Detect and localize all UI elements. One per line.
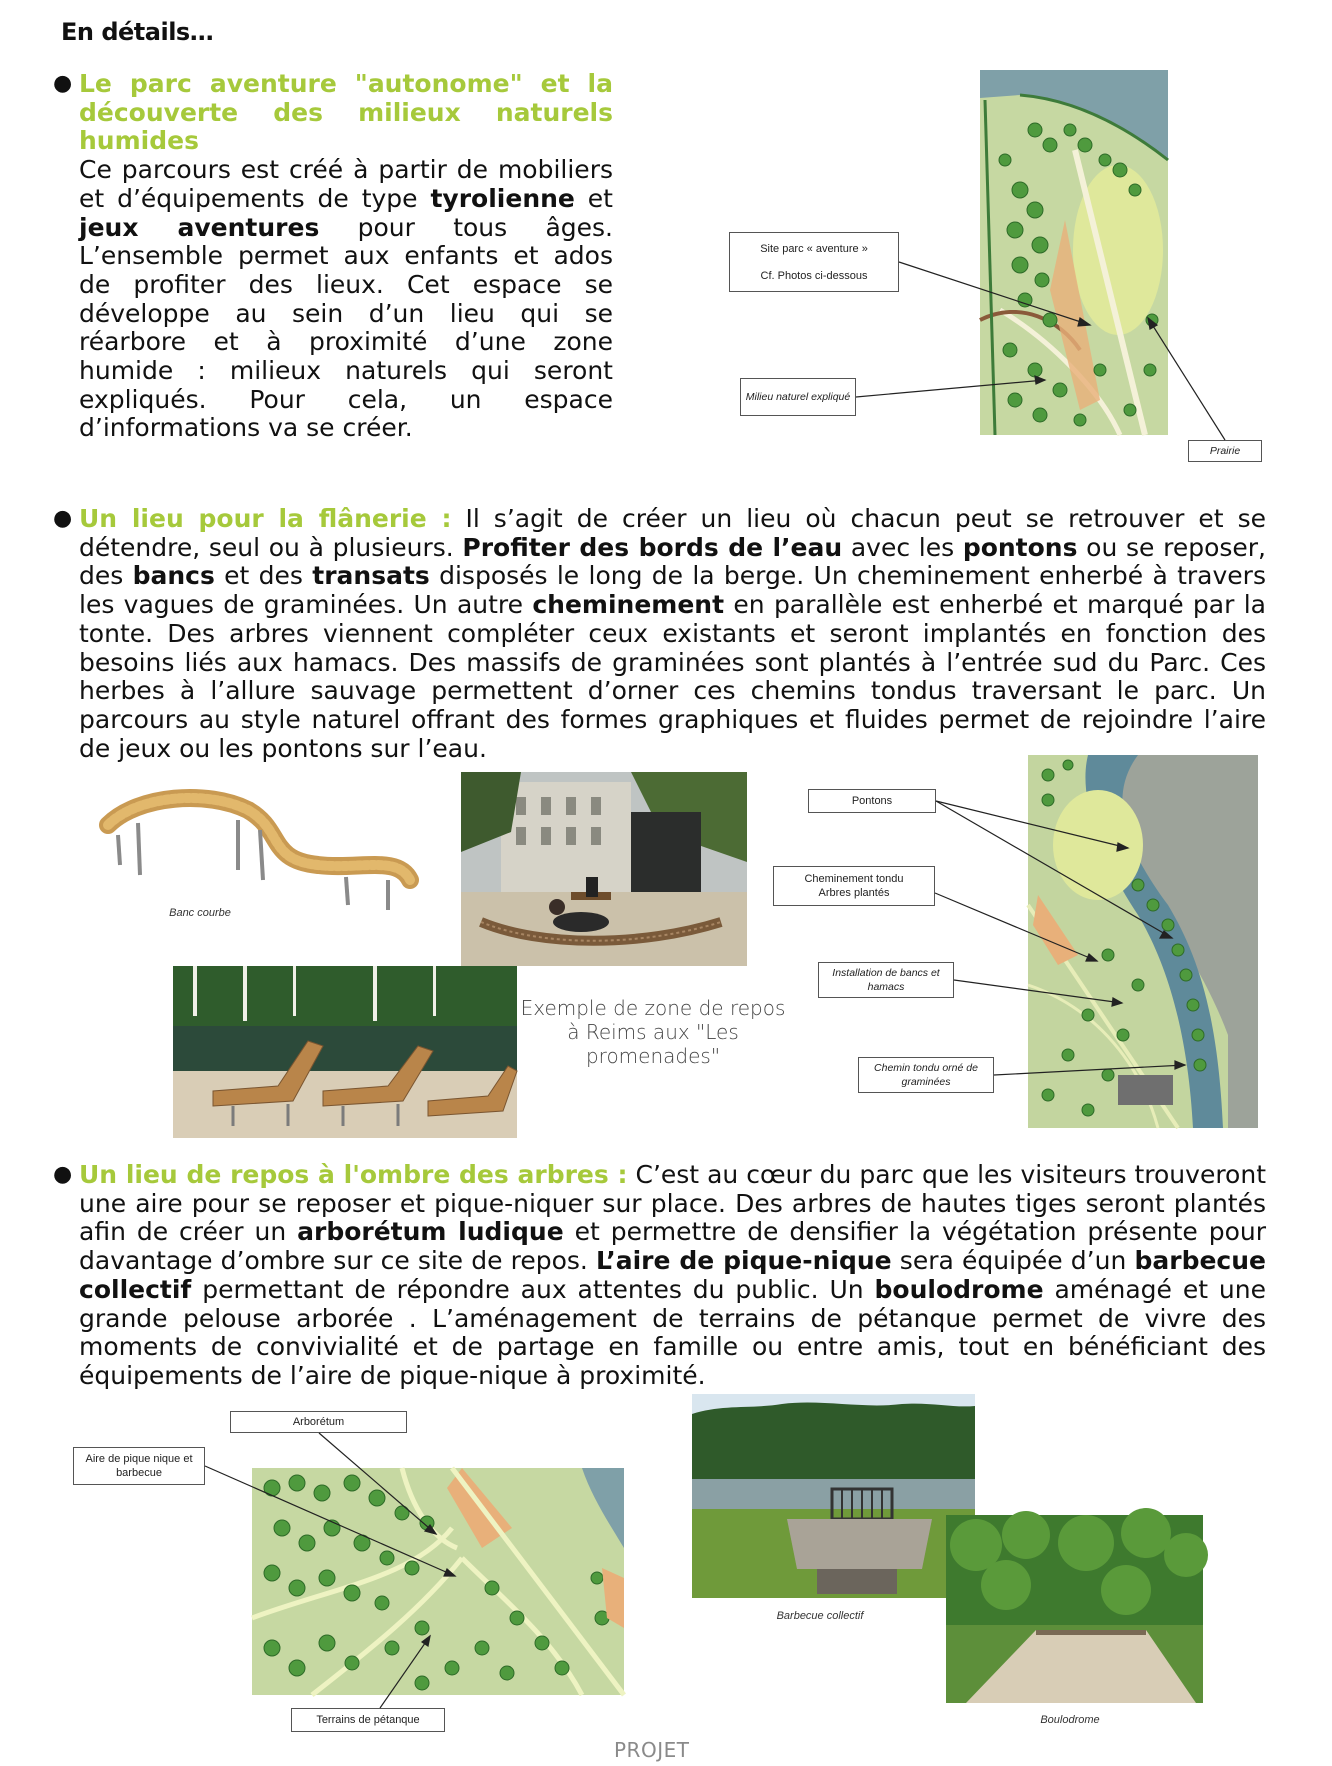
text: disposés le long de la berge. Un cheminement enherbé à travers les vagues de graminées. Un autre [79, 561, 1266, 620]
section-flanerie-title: Un lieu pour la flânerie : [79, 504, 452, 533]
bold-text: barbecue collectif [79, 1246, 1267, 1304]
bench-caption: Banc courbe [169, 907, 231, 919]
callout-text: Cf. Photos ci-dessous [760, 269, 868, 282]
bold-text: boulodrome [874, 1274, 1044, 1304]
text: sera équipée d’un [891, 1246, 1135, 1276]
text: Il s’agit de créer un lieu où chacun peut se retrouver et se détendre, seul ou à plusieurs. [79, 504, 1266, 562]
barbecue-caption: Barbecue collectif [776, 1610, 864, 1622]
callout-text: Chemin tondu orné de graminées [874, 1062, 978, 1088]
boulodrome-photo [946, 1515, 1203, 1703]
boulodrome-caption: Boulodrome [1040, 1714, 1100, 1726]
bold-text: tyrolienne [430, 183, 575, 213]
text: et des [214, 561, 313, 591]
bullet-dot: ● [53, 71, 73, 96]
text: permettant de répondre aux attentes du public. Un [191, 1274, 875, 1304]
text: en parallèle est enherbé et marqué par la tonte. Des arbres viennent compléter ceux existants et seront implantés en fonction des besoins liés aux hamacs. Des massifs de graminées sont plantés à l’entrée sud du Parc. Ces herbes à l’allure sauvage permettent d’orner ces chemins tondus traversant le parc. Un parcours au style naturel offrant des formes graphiques et fluides permet de rejoindre l’aire de jeux ou les pontons sur l’eau. [79, 590, 1266, 763]
bold-text: L’aire de pique-nique [596, 1246, 892, 1276]
bullet-dot: ● [53, 1162, 73, 1187]
bold-text: transats [312, 561, 430, 591]
text: avec les [842, 532, 963, 562]
bold-text: Profiter des bords de l’eau [462, 532, 843, 562]
bold-text: jeux aventures [79, 212, 320, 242]
repos-caption: Exemple de zone de repos à Reims aux "Les promenades" [520, 996, 786, 1068]
barbecue-drawing [692, 1394, 975, 1598]
text: pour tous âges. L’ensemble permet aux enfants et ados de profiter des lieux. Cet espace se développe au sein d’un lieu qui se réarbore et à proximité d’une zone humide : milieux naturels qui seront expliqués. Pour cela, un espace d’informations va se créer. [79, 212, 613, 443]
text: Ce parcours est créé à partir de mobiliers et d’équipements de type [79, 155, 613, 213]
bullet-dot: ● [53, 506, 73, 531]
page-heading: En détails… [61, 18, 214, 46]
text: aménagé et une grande pelouse arborée . L’aménagement de terrains de pétanque permet de vivre des moments de convivialité et de partage en famille ou entre amis, tout en bénéficiant des équipements de l’aire de pique-nique à proximité. [79, 1274, 1266, 1390]
callout-text: Milieu naturel expliqué [745, 391, 851, 403]
text: C’est au cœur du parc que les visiteurs trouveront une aire pour se reposer et pique-niquer sur place. Des arbres de hautes tiges seront plantés afin de créer un [79, 1160, 1266, 1247]
bold-text: bancs [132, 561, 215, 591]
callout-text: Arborétum [292, 1416, 345, 1428]
barbecue-photo [692, 1394, 975, 1598]
callout-text: Cheminement tondu [804, 873, 904, 885]
boulodrome-drawing [946, 1515, 1203, 1703]
bold-text: cheminement [532, 590, 725, 620]
text: et [574, 183, 613, 213]
page-footer: PROJET [614, 1738, 690, 1762]
section-repos [53, 1160, 1267, 1390]
callout-text: Aire de pique nique et barbecue [85, 1453, 193, 1479]
callout-text: Terrains de pétanque [316, 1714, 420, 1726]
section-repos-title: Un lieu de repos à l'ombre des arbres : [79, 1160, 628, 1189]
callout-text: Prairie [1209, 445, 1241, 457]
callout-text: Arbres plantés [818, 887, 890, 899]
text: ou se reposer, des [79, 532, 1266, 591]
section-aventure-title: Le parc aventure "autonome" et la découverte des milieux naturels humides [79, 69, 613, 156]
callout-text: Installation de bancs et hamacs [832, 967, 940, 993]
callout-text: Site parc « aventure » [760, 242, 868, 255]
bold-text: arborétum ludique [297, 1217, 564, 1247]
bold-text: pontons [962, 532, 1078, 562]
map-flanerie-leaders [0, 700, 1332, 1150]
callout-text: Pontons [851, 795, 893, 807]
text: et permettre de densifier la végétation présente pour davantage d’ombre sur ce site de repos. [79, 1217, 1266, 1276]
